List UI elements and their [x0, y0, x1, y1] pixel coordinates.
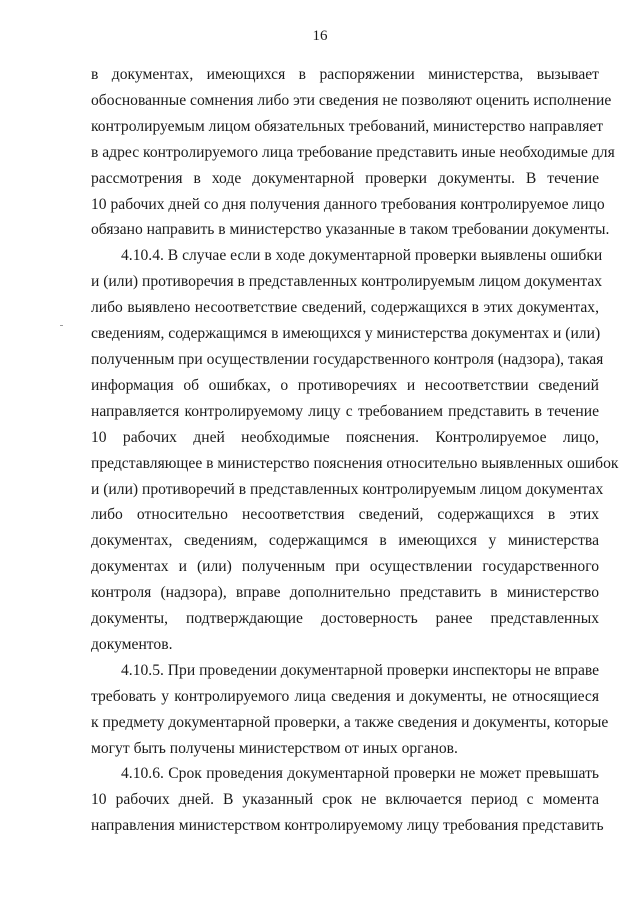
- paragraph-4-10-6: [91, 761, 604, 839]
- text-line: в документах, имеющихся в распоряжении министерства, вызывает: [91, 66, 599, 83]
- text-line: 10 рабочих дней. В указанный срок не включается период с момента: [91, 791, 599, 809]
- text-line: информация об ошибках, о противоречиях и несоответствии сведений: [91, 376, 599, 394]
- text-line: направления министерством контролируемому лицу требования представить: [91, 817, 604, 835]
- text-line: 4.10.6. Срок проведения документарной проверки не может превышать: [121, 765, 599, 783]
- text-line: в адрес контролируемого лица требование представить иные необходимые для: [91, 143, 615, 161]
- text-line: документах и (или) полученным при осуществлении государственного: [91, 558, 599, 576]
- text-line: документы, подтверждающие достоверность ранее представленных: [91, 610, 599, 628]
- text-line: 4.10.4. В случае если в ходе документарной проверки выявлены ошибки: [121, 247, 603, 265]
- text-line: обязано направить в министерство указанные в таком требовании документы.: [91, 221, 610, 239]
- text-line: к предмету документарной проверки, а также сведения и документы, которые: [91, 713, 609, 731]
- text-line: сведениям, содержащимся в имеющихся у министерства документах и (или): [91, 325, 601, 343]
- text-line: обоснованные сомнения либо эти сведения не позволяют оценить исполнение: [91, 91, 612, 109]
- paragraph-continuation: [91, 62, 615, 243]
- text-line: требовать у контролируемого лица сведения и документы, не относящиеся: [91, 687, 599, 705]
- text-line: 10 рабочих дней необходимые пояснения. Контролируемое лицо,: [91, 428, 599, 446]
- paragraph-4-10-5: [91, 658, 609, 762]
- text-line: контролируемым лицом обязательных требований, министерство направляет: [91, 117, 604, 135]
- text-line: могут быть получены министерством от иных органов.: [91, 739, 458, 757]
- document-body: [91, 62, 619, 839]
- text-line: и (или) противоречий в представленных контролируемым лицом документах: [91, 480, 604, 498]
- text-line: либо относительно несоответствия сведений, содержащихся в этих: [91, 506, 599, 524]
- paragraph-4-10-4: [91, 243, 619, 658]
- margin-mark: [60, 325, 63, 326]
- text-line: 10 рабочих дней со дня получения данного требования контролируемое лицо: [91, 195, 605, 213]
- text-line: документов.: [91, 635, 173, 653]
- text-line: представляющее в министерство пояснения относительно выявленных ошибок: [91, 454, 619, 472]
- text-line: контроля (надзора), вправе дополнительно представить в министерство: [91, 584, 599, 602]
- page-number: 16: [312, 28, 328, 44]
- text-line: документах, сведениям, содержащимся в имеющихся у министерства: [91, 532, 599, 550]
- text-line: 4.10.5. При проведении документарной проверки инспекторы не вправе: [121, 661, 600, 679]
- text-line: направляется контролируемому лицу с требованием представить в течение: [91, 402, 599, 420]
- text-line: полученным при осуществлении государственного контроля (надзора), такая: [91, 350, 604, 368]
- text-line: и (или) противоречия в представленных контролируемым лицом документах: [91, 273, 603, 291]
- text-line: рассмотрения в ходе документарной проверки документы. В течение: [91, 169, 599, 187]
- text-line: либо выявлено несоответствие сведений, содержащихся в этих документах,: [91, 299, 599, 317]
